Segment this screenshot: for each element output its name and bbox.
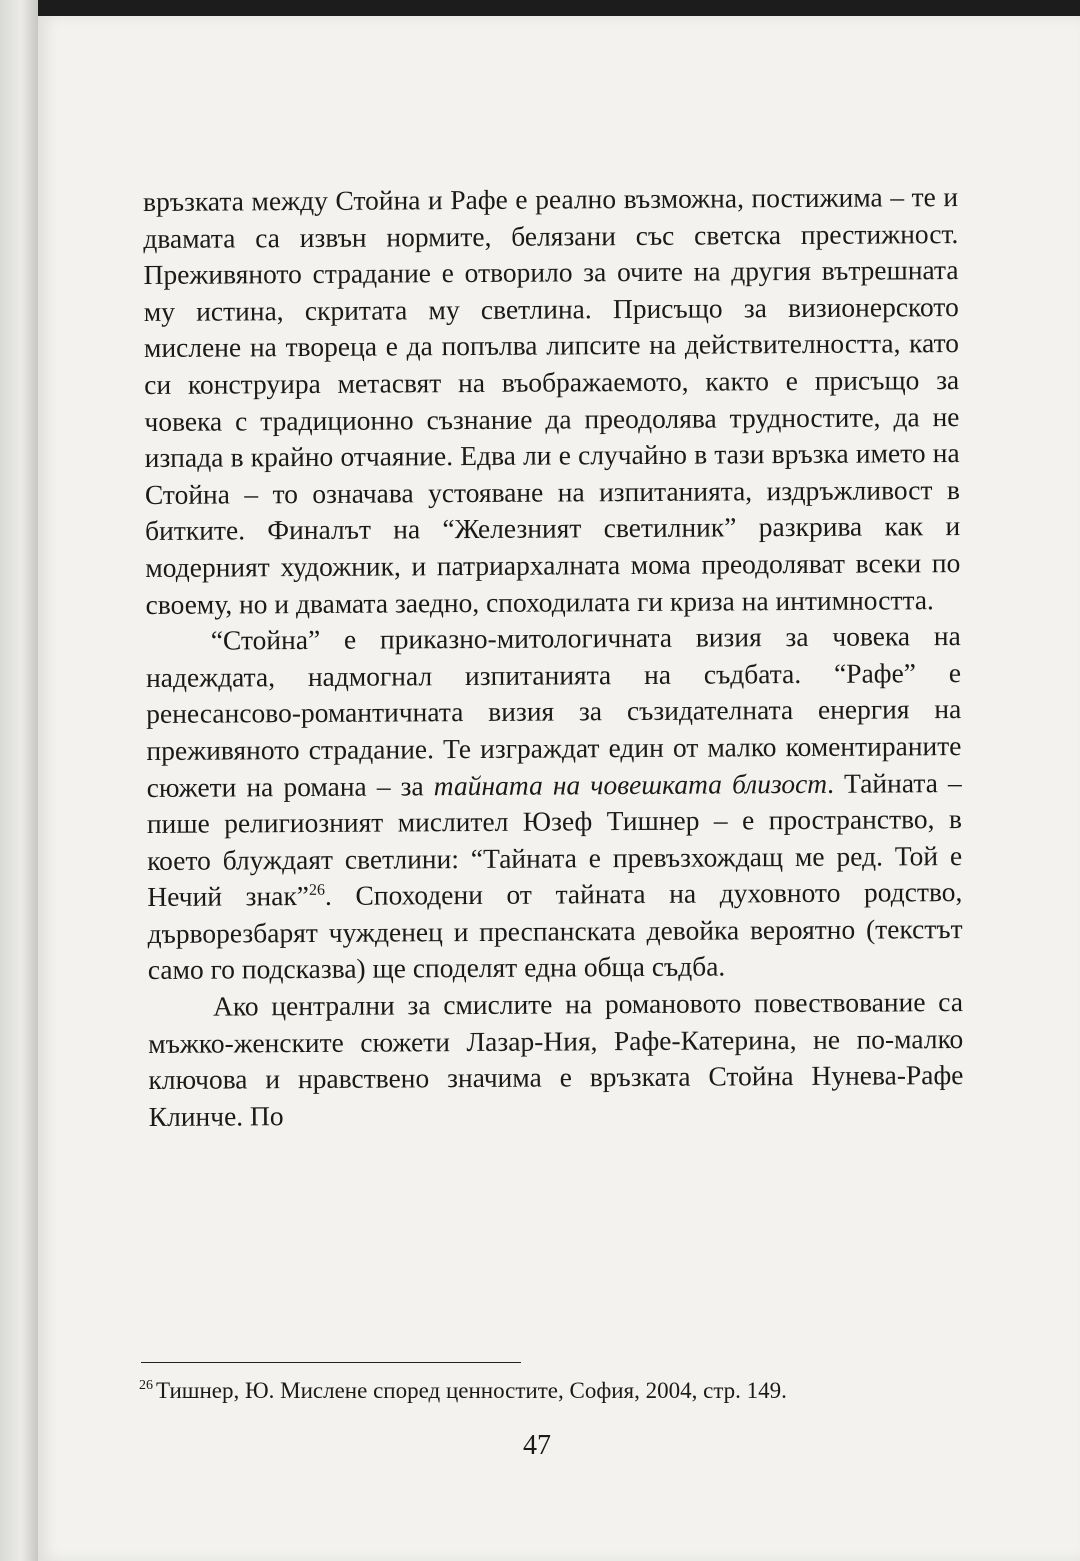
book-page bbox=[38, 16, 1080, 1561]
paragraph-2-part-2: . Тайната – пише религиозният мислител Юзеф Тишнер – е пространство, в което блуждаят светлини: “Тайната е превъзхождащ ме ред. Той е Нечий знак” bbox=[146, 766, 963, 913]
paragraph-3: Ако централни за смислите на романовото повествование са мъжко-женските сюжети Лазар-Ния, Рафе-Катерина, не по-малко ключова и нравствено значима е връзката Стойна Нунева-Рафе Клинче. По bbox=[148, 986, 964, 1132]
paragraph-2-italic: тайната на човешката близост bbox=[433, 767, 828, 801]
footnote-divider bbox=[141, 1362, 521, 1363]
footnote-text: Тишнер, Ю. Мислене според ценностите, София, 2004, стр. 149. bbox=[156, 1378, 787, 1403]
paragraph-2-part-1: “Стойна” е приказно-митологичната визия за човека на надеждата, надмогнал изпитанията на съдбата. “Рафе” е ренесансово-романтичната визия за съзидателната енергия на преживяното страдание. Те изграждат един от малко коментираните сюжети на романа – за bbox=[145, 620, 962, 803]
footnote-number: 26 bbox=[139, 1378, 153, 1394]
paragraph-2-part-3: . Споходени от тайната на духовното родство, дърворезбарят чужденец и преспанската девойка вероятно (текстът само го подсказва) ще споделят една обща съдба. bbox=[147, 876, 963, 986]
body-text bbox=[143, 179, 964, 1135]
book-gutter bbox=[0, 0, 38, 1561]
page-number: 47 bbox=[523, 1430, 551, 1461]
footnote bbox=[139, 1376, 959, 1406]
paragraph-1: връзката между Стойна и Рафе е реално възможна, постижима – те и двамата са извън нормите, белязани със светска престижност. Преживяното страдание е отворило за очите на другия вътрешната му истина, скритата му светлина. Присъщо за визионерското мислене на твореца е да попълва липсите на действителността, като си конструира метасвят на въображаемото, както е присъщо за човека с традиционно съзнание да преодолява трудностите, да не изпада в крайно отчаяние. Едва ли е случайно в тази връзка името на Стойна – то означава устояване на изпитанията, издръжливост в битките. Финалът на “Железният светилник” разкрива как и модерният художник, и патриархалната мома преодоляват всеки по своему, но и двамата заедно, споходилата ги криза на интимността. bbox=[143, 181, 961, 620]
footnote-reference: 26 bbox=[308, 882, 325, 900]
paragraph-2 bbox=[146, 618, 963, 989]
